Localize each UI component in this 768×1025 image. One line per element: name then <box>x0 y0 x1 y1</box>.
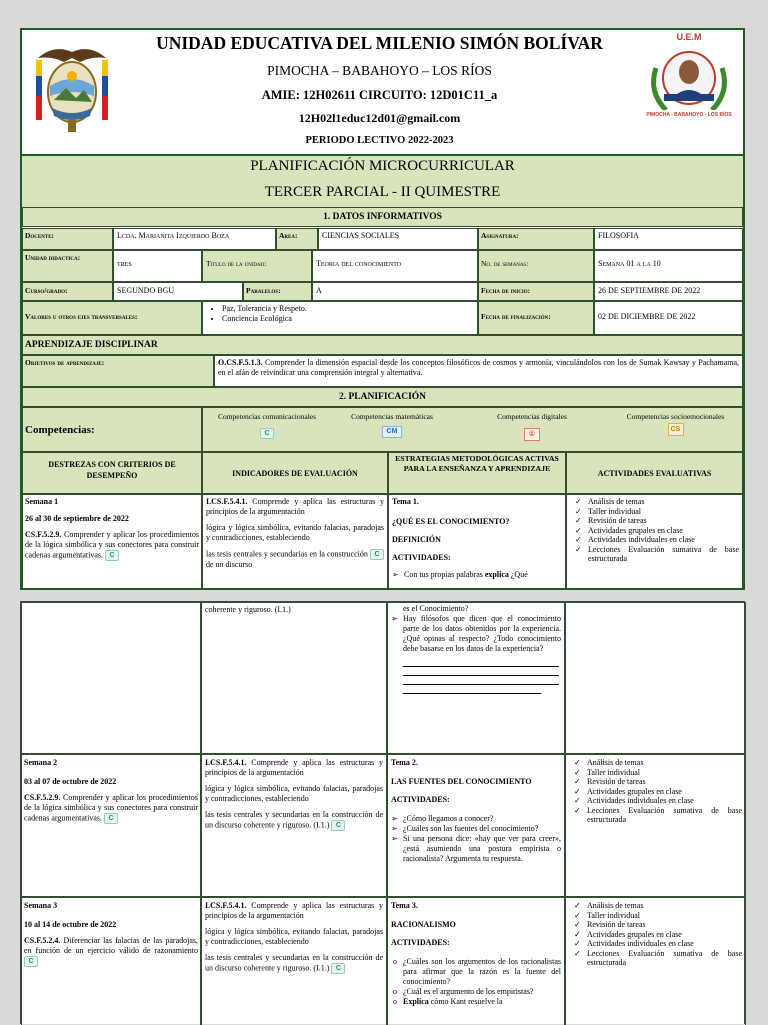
w1-title: ¿QUÉ ES EL CONOCIMIENTO? <box>392 517 510 526</box>
objetivos-label: Objetivos de aprendizaje: <box>22 355 214 387</box>
w1-dates: 26 al 30 de septiembre de 2022 <box>25 514 129 523</box>
paralelos-value: A <box>312 282 478 301</box>
destreza-text: Comprender y aplicar los procedimientos de la lógica simbólica y sus conectores para construir cadenas argumentativas. <box>25 530 199 560</box>
plan-title: PLANIFICACIÓN MICROCURRICULAR <box>250 158 515 174</box>
eval-item: ✓ Actividades individuales en clase <box>587 939 742 949</box>
w3-actividades-cell <box>565 897 746 1025</box>
docente-label: Docente: <box>22 228 113 250</box>
answer-line <box>403 667 559 676</box>
indicador-text-3 <box>205 953 383 974</box>
school-logo-top-text: U.E.M <box>676 32 702 42</box>
w3-q3-bold: Explica <box>403 997 429 1006</box>
semanas-value: Semana 01 a la 10 <box>594 250 743 282</box>
w2-eval-list <box>569 758 742 825</box>
comunicacionales-icon: C <box>104 813 118 824</box>
w3-label: Semana 3 <box>24 901 58 910</box>
titulo-value: Teoria del conocimiento <box>312 250 478 282</box>
school-logo-bottom-text: PIMOCHA - BABAHOYO - LOS RÍOS <box>646 112 732 118</box>
semanas-label: No. de semanas: <box>478 250 594 282</box>
curso-label: Curso/grado: <box>22 282 113 301</box>
w3-item: o ¿Cuáles son los argumentos de los racionalistas para afirmar que la razón es la fuente del conocimiento? <box>403 957 561 987</box>
competencia-comunicacionales-label: Competencias comunicacionales <box>217 412 317 421</box>
w2-actividades-cell <box>565 754 746 897</box>
w1c-item: ➢ Hay filósofos que dicen que el conocimiento parte de los datos obtenidos por la experiencia. ¿Qué opinas al respecto? ¿Todo conocimiento debe basarse en los datos de la experiencia? <box>403 614 561 654</box>
asignatura-label: Asignatura: <box>478 228 594 250</box>
paralelos-label: Paralelos: <box>243 282 312 301</box>
w1c-indicador-text: coherente y riguroso. (I.1.) <box>205 605 291 614</box>
w3-actividades-label: ACTIVIDADES: <box>391 938 450 947</box>
w2-item: ➢ ¿Cómo llegamos a conocer? <box>403 814 561 824</box>
comunicacionales-icon: C <box>370 549 384 560</box>
eval-item: ✓ Análisis de temas <box>588 497 739 507</box>
eval-item: ✓ Actividades grupales en clase <box>588 526 739 536</box>
objetivos-text: Comprender la dimensión espacial desde los conceptos filosóficos de cosmos y armonía, vinculándolos con los de Sumak Kawsay y Pachamama, en el afán de reivindicar una comprensión integral y alternativa. <box>218 358 740 377</box>
eval-item: ✓ Actividades individuales en clase <box>587 796 742 806</box>
w1c-estrategia-cell <box>387 602 565 754</box>
w2-indicador-cell <box>201 754 387 897</box>
school-logo <box>644 32 734 124</box>
w2-list <box>391 814 561 864</box>
competencia-socioemocionales-label: Competencias socioemocionales <box>626 412 725 421</box>
w3-title: RACIONALISMO <box>391 920 456 929</box>
section-planificacion: 2. PLANIFICACIÓN <box>22 387 743 407</box>
comunicacionales-icon: C <box>260 428 274 439</box>
w3-destreza-code: CS.F.5.2.4. <box>24 936 61 945</box>
eval-item: ✓ Lecciones Evaluación sumativa de base estructurada <box>588 545 739 564</box>
competencia-digitales <box>472 412 592 441</box>
fin-label: Fecha de finalización: <box>478 301 594 335</box>
titulo-label: Titulo de la unidad: <box>202 250 312 282</box>
eval-item: ✓ Taller individual <box>588 507 739 517</box>
area-value: CIENCIAS SOCIALES <box>318 228 478 250</box>
w2-title: LAS FUENTES DEL CONOCIMIENTO <box>391 777 532 786</box>
w1-destreza <box>25 530 199 561</box>
indicador-p1: Comprende y aplica las estructuras y principios de la argumentación <box>205 758 384 777</box>
eval-item: ✓ Actividades grupales en clase <box>587 787 742 797</box>
inicio-value: 26 DE SEPTIEMBRE DE 2022 <box>594 282 743 301</box>
w1-destreza-cell <box>22 494 202 590</box>
socioemocionales-icon: CS <box>668 423 684 436</box>
w3-destreza-cell <box>21 897 201 1025</box>
unidad-label: Unidad didactica: <box>22 250 113 282</box>
indicador-p3b: de un discurso coherente y riguroso. (I.1.) <box>205 953 383 973</box>
w3-item: o ¿Cuál es el argumento de los empiristas? <box>403 987 561 997</box>
w2-item: ➢ Si una persona dice: «hay que ver para creer», ¿está asumiendo una postura empirista o racionalista? Argumenta tu respuesta. <box>403 834 561 864</box>
w2-item: ➢ ¿Cuáles son las fuentes del conocimiento? <box>403 824 561 834</box>
comunicacionales-icon: C <box>24 956 38 967</box>
comunicacionales-icon: C <box>331 820 345 831</box>
w1-act-end: ¿Qué <box>510 570 528 579</box>
document-page-1 <box>20 28 745 590</box>
indicador-p1: Comprende y aplica las estructuras y principios de la argumentación <box>205 901 384 920</box>
competencias-label: Competencias: <box>22 407 202 452</box>
eval-item: ✓ Revisión de tareas <box>587 777 742 787</box>
w2-destreza-cell <box>21 754 201 897</box>
curso-value: SEGUNDO BGU <box>113 282 243 301</box>
answer-line <box>403 658 559 667</box>
w1-tema: Tema 1. <box>392 497 419 506</box>
indicador-text-1 <box>206 497 384 517</box>
indicador-text-3 <box>206 549 384 570</box>
w1c-cont1: es el Conocimiento? <box>403 604 469 613</box>
eval-item: ✓ Revisión de tareas <box>588 516 739 526</box>
w1c-indicador-cell <box>201 602 387 754</box>
eval-item: ✓ Lecciones Evaluación sumativa de base estructurada <box>587 806 742 825</box>
comunicacionales-icon: C <box>105 550 119 561</box>
eval-item: ✓ Actividades individuales en clase <box>588 535 739 545</box>
aprendizaje-disciplinar: APRENDIZAJE DISCIPLINAR <box>22 335 743 355</box>
w1-eval-list <box>570 497 739 564</box>
w3-destreza <box>24 936 198 967</box>
w1-estrategia-cell <box>388 494 566 590</box>
w3-q3: cómo Kant resuelve la <box>430 997 503 1006</box>
w1-label: Semana 1 <box>25 497 59 506</box>
inicio-label: Fecha de inicio: <box>478 282 594 301</box>
w1-actividades-label: ACTIVIDADES: <box>392 553 451 562</box>
indicador-code: I.CS.F.5.4.1. <box>205 901 247 910</box>
indicador-p1: Comprende y aplica las estructuras y principios de la argumentación <box>206 497 385 516</box>
indicador-code: I.CS.F.5.4.1. <box>205 758 247 767</box>
objetivos-value <box>214 355 743 387</box>
w2-label: Semana 2 <box>24 758 58 767</box>
w1-act-bold: explica <box>484 570 509 579</box>
plan-subtitle: TERCER PARCIAL - II QUIMESTRE <box>264 184 501 200</box>
answer-lines <box>403 658 561 694</box>
w1-act-start: Con tus propias palabras <box>404 570 483 579</box>
eval-item: ✓ Análisis de temas <box>587 901 742 911</box>
answer-line <box>403 676 559 685</box>
valor-item: • Conciencia Ecológica <box>222 314 474 324</box>
eval-item: ✓ Lecciones Evaluación sumativa de base estructurada <box>587 949 742 968</box>
w3-tema: Tema 3. <box>391 901 418 910</box>
eval-item: ✓ Taller individual <box>587 768 742 778</box>
w1-definicion: DEFINICIÓN <box>392 535 441 544</box>
unidad-value: tres <box>113 250 202 282</box>
w2-estrategia-cell <box>387 754 565 897</box>
w1c-actividades-cell <box>565 602 746 754</box>
indicador-text-1 <box>205 901 383 921</box>
w2-dates: 03 al 07 de octubre de 2022 <box>24 777 117 786</box>
indicador-code: I.CS.F.5.4.1. <box>206 497 248 506</box>
w1-actividades-list <box>392 570 562 580</box>
valores-value <box>202 301 478 335</box>
valor-item: • Paz, Tolerancia y Respeto. <box>222 304 474 314</box>
comunicacionales-icon: C <box>331 963 345 974</box>
w1-indicador-cell <box>202 494 388 590</box>
indicador-p2: lógica y lógica simbólica, evitando falacias, paradojas y contradicciones, estableciendo <box>206 523 384 542</box>
institution-location: PIMOCHA – BABAHOYO – LOS RÍOS <box>267 63 492 78</box>
w2-tema: Tema 2. <box>391 758 418 767</box>
competencia-digitales-label: Competencias digitales <box>497 412 567 421</box>
competencia-socioemocionales <box>608 412 743 436</box>
w1-actividades-cell <box>566 494 743 590</box>
fin-value: 02 DE DICIEMBRE DE 2022 <box>594 301 743 335</box>
competencia-matematicas-label: Competencias matemáticas <box>351 412 433 421</box>
indicador-p3b: de un discurso coherente y riguroso. (I.1.) <box>205 810 383 830</box>
w3-list <box>391 957 561 1007</box>
col-estrategias: ESTRATEGIAS METODOLÓGICAS ACTIVAS PARA LA ENSEÑANZA Y APRENDIZAJE <box>388 452 566 494</box>
indicador-text-1 <box>205 758 383 778</box>
col-indicadores: INDICADORES DE EVALUACIÓN <box>202 452 388 494</box>
indicador-p2: lógica y lógica simbólica, evitando falacias, paradojas y contradicciones, estableciendo <box>205 927 383 946</box>
indicador-p3: las tesis centrales y secundarias en la construcción <box>205 953 373 962</box>
w3-indicador-cell <box>201 897 387 1025</box>
ecuador-coat-of-arms-logo <box>32 36 112 136</box>
w3-estrategia-cell <box>387 897 565 1025</box>
w1-activity-item <box>404 570 562 580</box>
indicador-p3: las tesis centrales y secundarias en la construcción <box>206 549 368 559</box>
eval-item: ✓ Taller individual <box>587 911 742 921</box>
indicador-p3-tail: de un discurso <box>206 560 253 569</box>
docente-value: Lcda. Marianita Izquierdo Boza <box>113 228 276 250</box>
school-period: PERIODO LECTIVO 2022-2023 <box>305 135 454 146</box>
amie-circuit: AMIE: 12H02611 CIRCUITO: 12D01C11_a <box>261 88 498 102</box>
w2-actividades-label: ACTIVIDADES: <box>391 795 450 804</box>
w3-item-3 <box>403 997 561 1007</box>
col-destrezas: DESTREZAS CON CRITERIOS DE DESEMPEÑO <box>22 452 202 494</box>
digitales-icon: © <box>524 428 540 441</box>
w3-destreza-text: Diferenciar las falacias de las paradojas, en función de un ejercicio válido de razonamiento <box>24 936 199 955</box>
indicador-p2: lógica y lógica simbólica, evitando falacias, paradojas y contradicciones, estableciendo <box>205 784 383 803</box>
w2-destreza <box>24 793 198 824</box>
w3-eval-list <box>569 901 742 968</box>
area-label: Area: <box>276 228 318 250</box>
asignatura-value: FILOSOFIA <box>594 228 743 250</box>
destreza-text: Comprender y aplicar los procedimientos de la lógica simbólica y sus conectores para construir cadenas argumentativas. <box>24 793 198 823</box>
objetivos-code: O.CS.F.5.1.3. <box>218 358 263 367</box>
eval-item: ✓ Actividades grupales en clase <box>587 930 742 940</box>
institution-name: UNIDAD EDUCATIVA DEL MILENIO SIMÓN BOLÍVAR <box>156 33 603 53</box>
w1c-destreza-cell <box>21 602 201 754</box>
eval-item: ✓ Análisis de temas <box>587 758 742 768</box>
matematicas-icon: CM <box>382 426 402 438</box>
eval-item: ✓ Revisión de tareas <box>587 920 742 930</box>
competencia-comunicacionales <box>202 412 332 439</box>
section-datos-informativos: 1. DATOS INFORMATIVOS <box>22 207 743 227</box>
w1c-list <box>391 614 561 654</box>
answer-line <box>403 685 541 694</box>
competencia-matematicas <box>332 412 452 438</box>
indicador-text-3 <box>205 810 383 831</box>
w3-dates: 10 al 14 de octubre de 2022 <box>24 920 117 929</box>
destreza-code: CS.F.5.2.9. <box>25 530 62 539</box>
destreza-code: CS.F.5.2.9. <box>24 793 61 802</box>
document-page-2 <box>20 601 745 1024</box>
indicador-p3: las tesis centrales y secundarias en la construcción <box>205 810 373 819</box>
valores-label: Valores u otros ejes transversales: <box>22 301 202 335</box>
institution-email: 12H02l1educ12d01@gmail.com <box>298 111 461 125</box>
col-actividades: ACTIVIDADES EVALUATIVAS <box>566 452 743 494</box>
